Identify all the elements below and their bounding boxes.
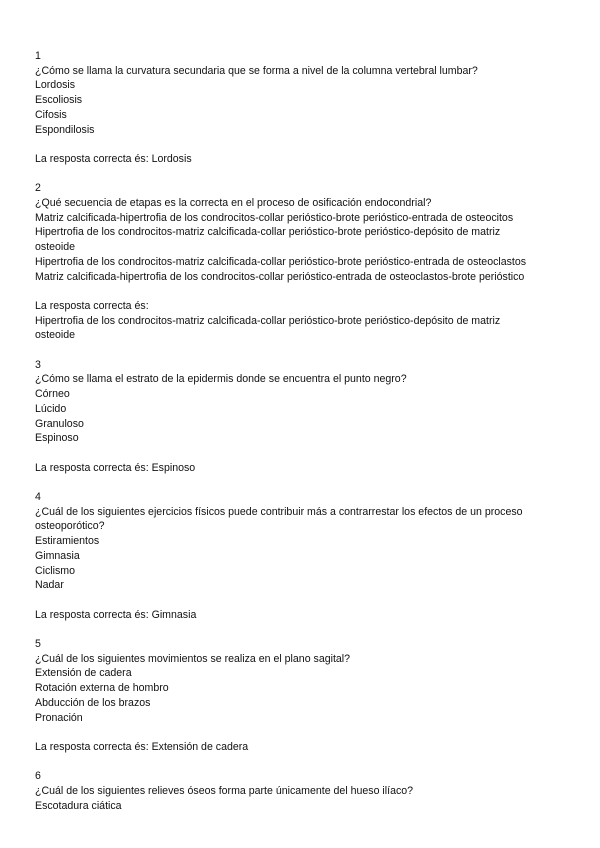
option: Matriz calcificada-hipertrofia de los condrocitos-collar perióstico-entrada de osteoclastos-brote perióstico bbox=[35, 270, 525, 283]
option: Córneo bbox=[35, 388, 70, 401]
option: Hipertrofia de los condrocitos-matriz calcificada-collar perióstico-brote perióstico-entrada de osteoclastos bbox=[35, 255, 527, 268]
question-2 bbox=[35, 181, 570, 343]
question-6 bbox=[35, 769, 570, 813]
document-page bbox=[35, 49, 570, 828]
option: Escotadura ciática bbox=[35, 799, 122, 812]
option: Abducción de los brazos bbox=[35, 696, 151, 709]
option: Lúcido bbox=[35, 402, 67, 415]
option: Gimnasia bbox=[35, 549, 80, 562]
option: Estiramientos bbox=[35, 535, 100, 548]
option: Ciclismo bbox=[35, 564, 76, 577]
question-text: ¿Cómo se llama la curvatura secundaria que se forma a nivel de la columna vertebral lumbar? bbox=[35, 64, 478, 77]
option: Espinoso bbox=[35, 432, 79, 445]
option: Hipertrofia de los condrocitos-matriz calcificada-collar perióstico-brote perióstico-depósito de matriz osteoide bbox=[35, 226, 501, 254]
correct-answer: La resposta correcta és: Lordosis bbox=[35, 152, 192, 165]
option: Pronación bbox=[35, 711, 83, 724]
question-4 bbox=[35, 490, 570, 622]
question-number: 4 bbox=[35, 491, 41, 503]
question-number: 2 bbox=[35, 182, 41, 195]
correct-answer: Hipertrofia de los condrocitos-matriz calcificada-collar perióstico-brote perióstico-depósito de matriz osteoide bbox=[35, 314, 501, 342]
question-text: ¿Cuál de los siguientes movimientos se realiza en el plano sagital? bbox=[35, 652, 351, 665]
correct-answer-label: La resposta correcta és: bbox=[35, 299, 149, 312]
question-number: 3 bbox=[35, 358, 41, 371]
question-number: 6 bbox=[35, 770, 41, 783]
question-text: ¿Cómo se llama el estrato de la epidermis donde se encuentra el punto negro? bbox=[35, 373, 407, 386]
option: Granuloso bbox=[35, 417, 84, 430]
question-number: 1 bbox=[35, 50, 41, 62]
question-number: 5 bbox=[35, 638, 41, 650]
question-text: ¿Cuál de los siguientes relieves óseos forma parte únicamente del hueso ilíaco? bbox=[35, 785, 414, 797]
question-3 bbox=[35, 358, 570, 476]
option: Escoliosis bbox=[35, 94, 83, 107]
option: Rotación externa de hombro bbox=[35, 682, 169, 695]
question-text: ¿Cuál de los siguientes ejercicios físicos puede contribuir más a contrarrestar los efectos de un proceso osteoporótico? bbox=[35, 505, 523, 533]
question-text: ¿Qué secuencia de etapas es la correcta en el proceso de osificación endocondrial? bbox=[35, 197, 432, 209]
correct-answer: La resposta correcta és: Extensión de cadera bbox=[35, 740, 249, 753]
option: Cifosis bbox=[35, 108, 67, 121]
correct-answer: La resposta correcta és: Espinoso bbox=[35, 461, 196, 474]
question-5 bbox=[35, 637, 570, 755]
option: Nadar bbox=[35, 579, 64, 592]
question-1 bbox=[35, 49, 570, 167]
correct-answer: La resposta correcta és: Gimnasia bbox=[35, 608, 197, 621]
option: Extensión de cadera bbox=[35, 667, 132, 680]
option: Espondilosis bbox=[35, 123, 95, 136]
option: Lordosis bbox=[35, 79, 76, 92]
option: Matriz calcificada-hipertrofia de los condrocitos-collar perióstico-brote perióstico-entrada de osteocitos bbox=[35, 211, 514, 224]
